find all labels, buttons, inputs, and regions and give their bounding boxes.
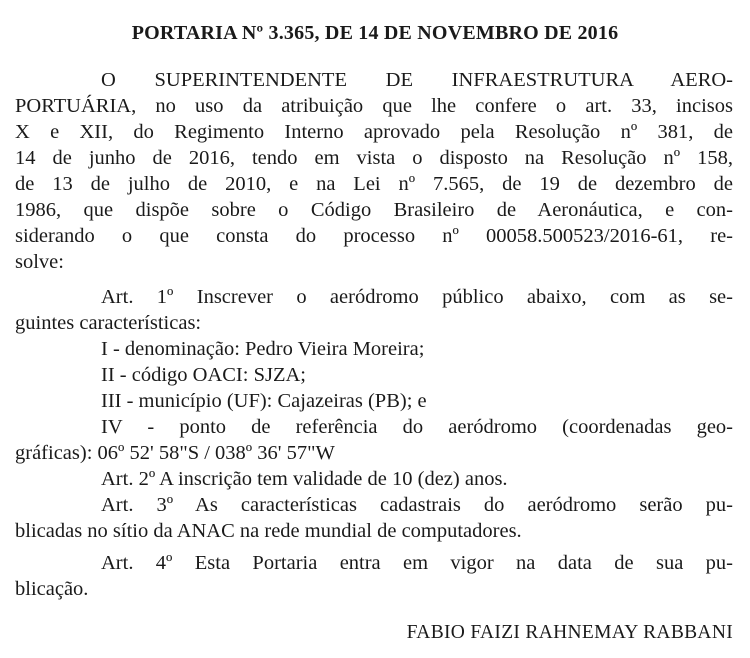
item-denominacao: I - denominação: Pedro Vieira Moreira; [101,338,425,360]
item-codigo-oaci: II - código OACI: SJZA; [101,364,306,386]
preamble-line: O SUPERINTENDENTE DE INFRAESTRUTURA AERO- [101,69,733,91]
preamble-line: siderando o que consta do processo nº 00058.500523/2016-61, re- [15,225,733,247]
preamble-line: 14 de junho de 2016, tendo em vista o disposto na Resolução nº 158, [15,147,733,169]
item-municipio: III - município (UF): Cajazeiras (PB); e [101,390,427,412]
article-3-line: blicadas no sítio da ANAC na rede mundial de computadores. [15,520,522,542]
preamble-line: X e XII, do Regimento Interno aprovado pela Resolução nº 381, de [15,121,733,143]
preamble-line: de 13 de julho de 2010, e na Lei nº 7.565, de 19 de dezembro de [15,173,733,195]
article-2: Art. 2º A inscrição tem validade de 10 (dez) anos. [101,468,508,490]
document-title: PORTARIA Nº 3.365, DE 14 DE NOVEMBRO DE 2016 [131,22,619,44]
signature-name: FABIO FAIZI RAHNEMAY RABBANI [406,622,733,643]
article-1-line: Art. 1º Inscrever o aeródromo público abaixo, com as se- [101,286,733,308]
preamble-line: PORTUÁRIA, no uso da atribuição que lhe confere o art. 33, incisos [15,95,733,117]
article-1-line: guintes características: [15,312,202,334]
item-ponto-referencia: IV - ponto de referência do aeródromo (coordenadas geo- [101,416,733,438]
preamble-line: 1986, que dispõe sobre o Código Brasileiro de Aeronáutica, e con- [15,199,733,221]
item-coordenadas: gráficas): 06º 52' 58"S / 038º 36' 57"W [15,442,335,464]
article-4-line: Art. 4º Esta Portaria entra em vigor na data de sua pu- [101,552,733,574]
article-4-line: blicação. [15,578,89,600]
preamble-line: solve: [15,251,64,273]
article-3-line: Art. 3º As características cadastrais do aeródromo serão pu- [101,494,733,516]
